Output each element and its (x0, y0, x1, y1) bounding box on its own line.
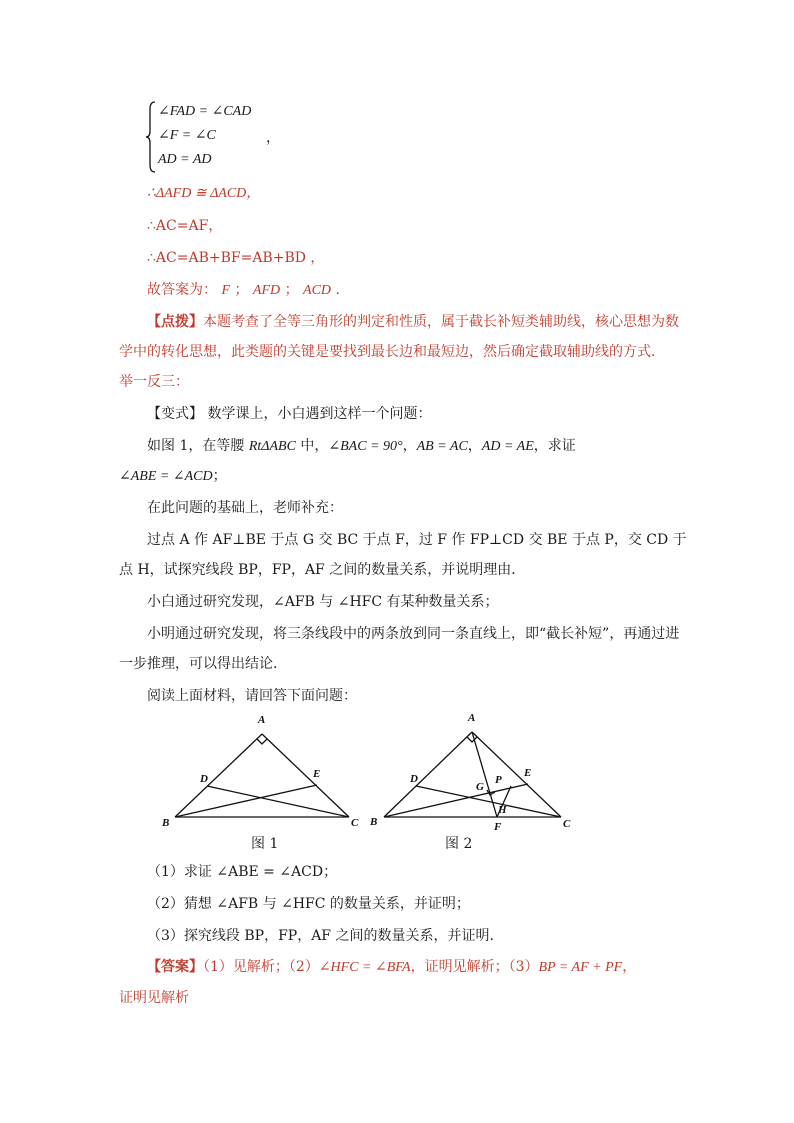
variant-p2 (119, 466, 227, 487)
label-D: D (200, 773, 208, 785)
label-E: E (313, 768, 321, 780)
math-run: AD = AE (481, 439, 534, 454)
text-run: ， (467, 438, 482, 454)
proof-step-1: ∴ΔAFD ≅ ΔACD， (147, 186, 261, 201)
figure-2 (365, 710, 585, 832)
label-E: E (524, 767, 532, 779)
answer-prefix: 故答案为： (147, 282, 217, 298)
text-run: ，求证 (533, 438, 576, 454)
answer-line-main (147, 957, 636, 978)
system-line-1: ∠FAD = ∠CAD (158, 104, 252, 119)
answer-line-2: 证明见解析 (119, 990, 189, 1006)
question-2: （2）猜想 ∠AFB 与 ∠HFC 的数量关系，并证明； (147, 896, 470, 912)
answer-run: （1）见解析；（2） (203, 959, 319, 975)
label-G: G (476, 781, 484, 793)
section-title: 举一反三： (119, 374, 189, 390)
label-P: P (495, 774, 502, 786)
answer-line (147, 280, 350, 301)
system-line-3: AD = AD (158, 152, 212, 167)
math-run: RtΔABC (248, 439, 296, 454)
variant-p1 (147, 436, 576, 457)
label-H: H (498, 804, 507, 816)
variant-p5: 点 H，试探究线段 BP，FP，AF 之间的数量关系，并说明理由． (119, 562, 526, 578)
label-B: B (370, 816, 378, 828)
label-D: D (410, 773, 418, 785)
left-brace (146, 101, 156, 173)
hint-text-2: 学中的转化思想，此类题的关键是要找到最长边和最短边，然后确定截取辅助线的方式． (119, 344, 665, 360)
text-run: 如图 1，在等腰 (147, 438, 249, 454)
text-run: ； (212, 468, 227, 484)
label-B: B (162, 817, 170, 829)
variant-p3: 在此问题的基础上，老师补充： (147, 500, 343, 516)
variant-p8: 一步推理，可以得出结论． (119, 656, 287, 672)
variant-p6: 小白通过研究发现，∠AFB 与 ∠HFC 有某种数量关系； (147, 594, 499, 610)
text-run: 中， (295, 438, 329, 454)
figure-2-caption: 图 2 (445, 836, 473, 852)
variant-p7: 小明通过研究发现，将三条线段中的两条放到同一条直线上，即“截长补短”，再通过进 (147, 626, 680, 642)
answer-v3: ACD (303, 283, 332, 298)
figure-1 (155, 710, 365, 832)
answer-sep1: ； (234, 282, 249, 298)
math-run: AB = AC (416, 439, 468, 454)
label-A: A (468, 712, 476, 724)
text-run: ， (402, 438, 417, 454)
hint-text-1: 本题考查了全等三角形的判定和性质，属于截长补短类辅助线，核心思想为数 (203, 314, 679, 330)
variant-intro: 数学课上，小白遇到这样一个问题： (207, 406, 432, 422)
question-1: （1）求证 ∠ABE = ∠ACD； (147, 864, 338, 880)
label-C: C (563, 818, 571, 830)
math-run: ∠BAC = 90° (328, 439, 403, 454)
label-C: C (351, 817, 359, 829)
answer-tag: 【答案】 (147, 959, 203, 975)
proof-step-3: ∴AC=AB+BF=AB+BD ， (147, 250, 325, 266)
hint-tag: 【点拨】 (147, 314, 203, 330)
proof-step-2: ∴AC=AF， (147, 218, 223, 234)
variant-intro-line (147, 404, 431, 424)
answer-math: BP = AF + PF (538, 960, 623, 975)
question-3: （3）探究线段 BP，FP，AF 之间的数量关系，并证明. (147, 928, 494, 944)
math-run: ∠ABE = ∠ACD (119, 469, 213, 484)
variant-tag: 【变式】 (147, 406, 203, 422)
label-A: A (258, 714, 266, 726)
figure-1-caption: 图 1 (251, 836, 279, 852)
variant-p4: 过点 A 作 AF⊥BE 于点 G 交 BC 于点 F，过 F 作 FP⊥CD 交 BE 于点 P，交 CD 于 (147, 532, 687, 548)
answer-v2: AFD (252, 283, 281, 298)
answer-v1: F (221, 283, 231, 298)
answer-sep2: ； (284, 282, 299, 298)
answer-math: ∠HFC = ∠BFA (318, 960, 411, 975)
system-line-2: ∠F = ∠C (158, 128, 216, 143)
hint-line-1 (147, 312, 679, 332)
answer-run: ， (622, 959, 637, 975)
answer-run: ，证明见解析；（3） (410, 959, 539, 975)
label-F: F (494, 821, 502, 832)
answer-end: ． (335, 282, 350, 298)
variant-p9: 阅读上面材料，请回答下面问题： (147, 688, 357, 704)
system-comma: ， (266, 130, 280, 146)
